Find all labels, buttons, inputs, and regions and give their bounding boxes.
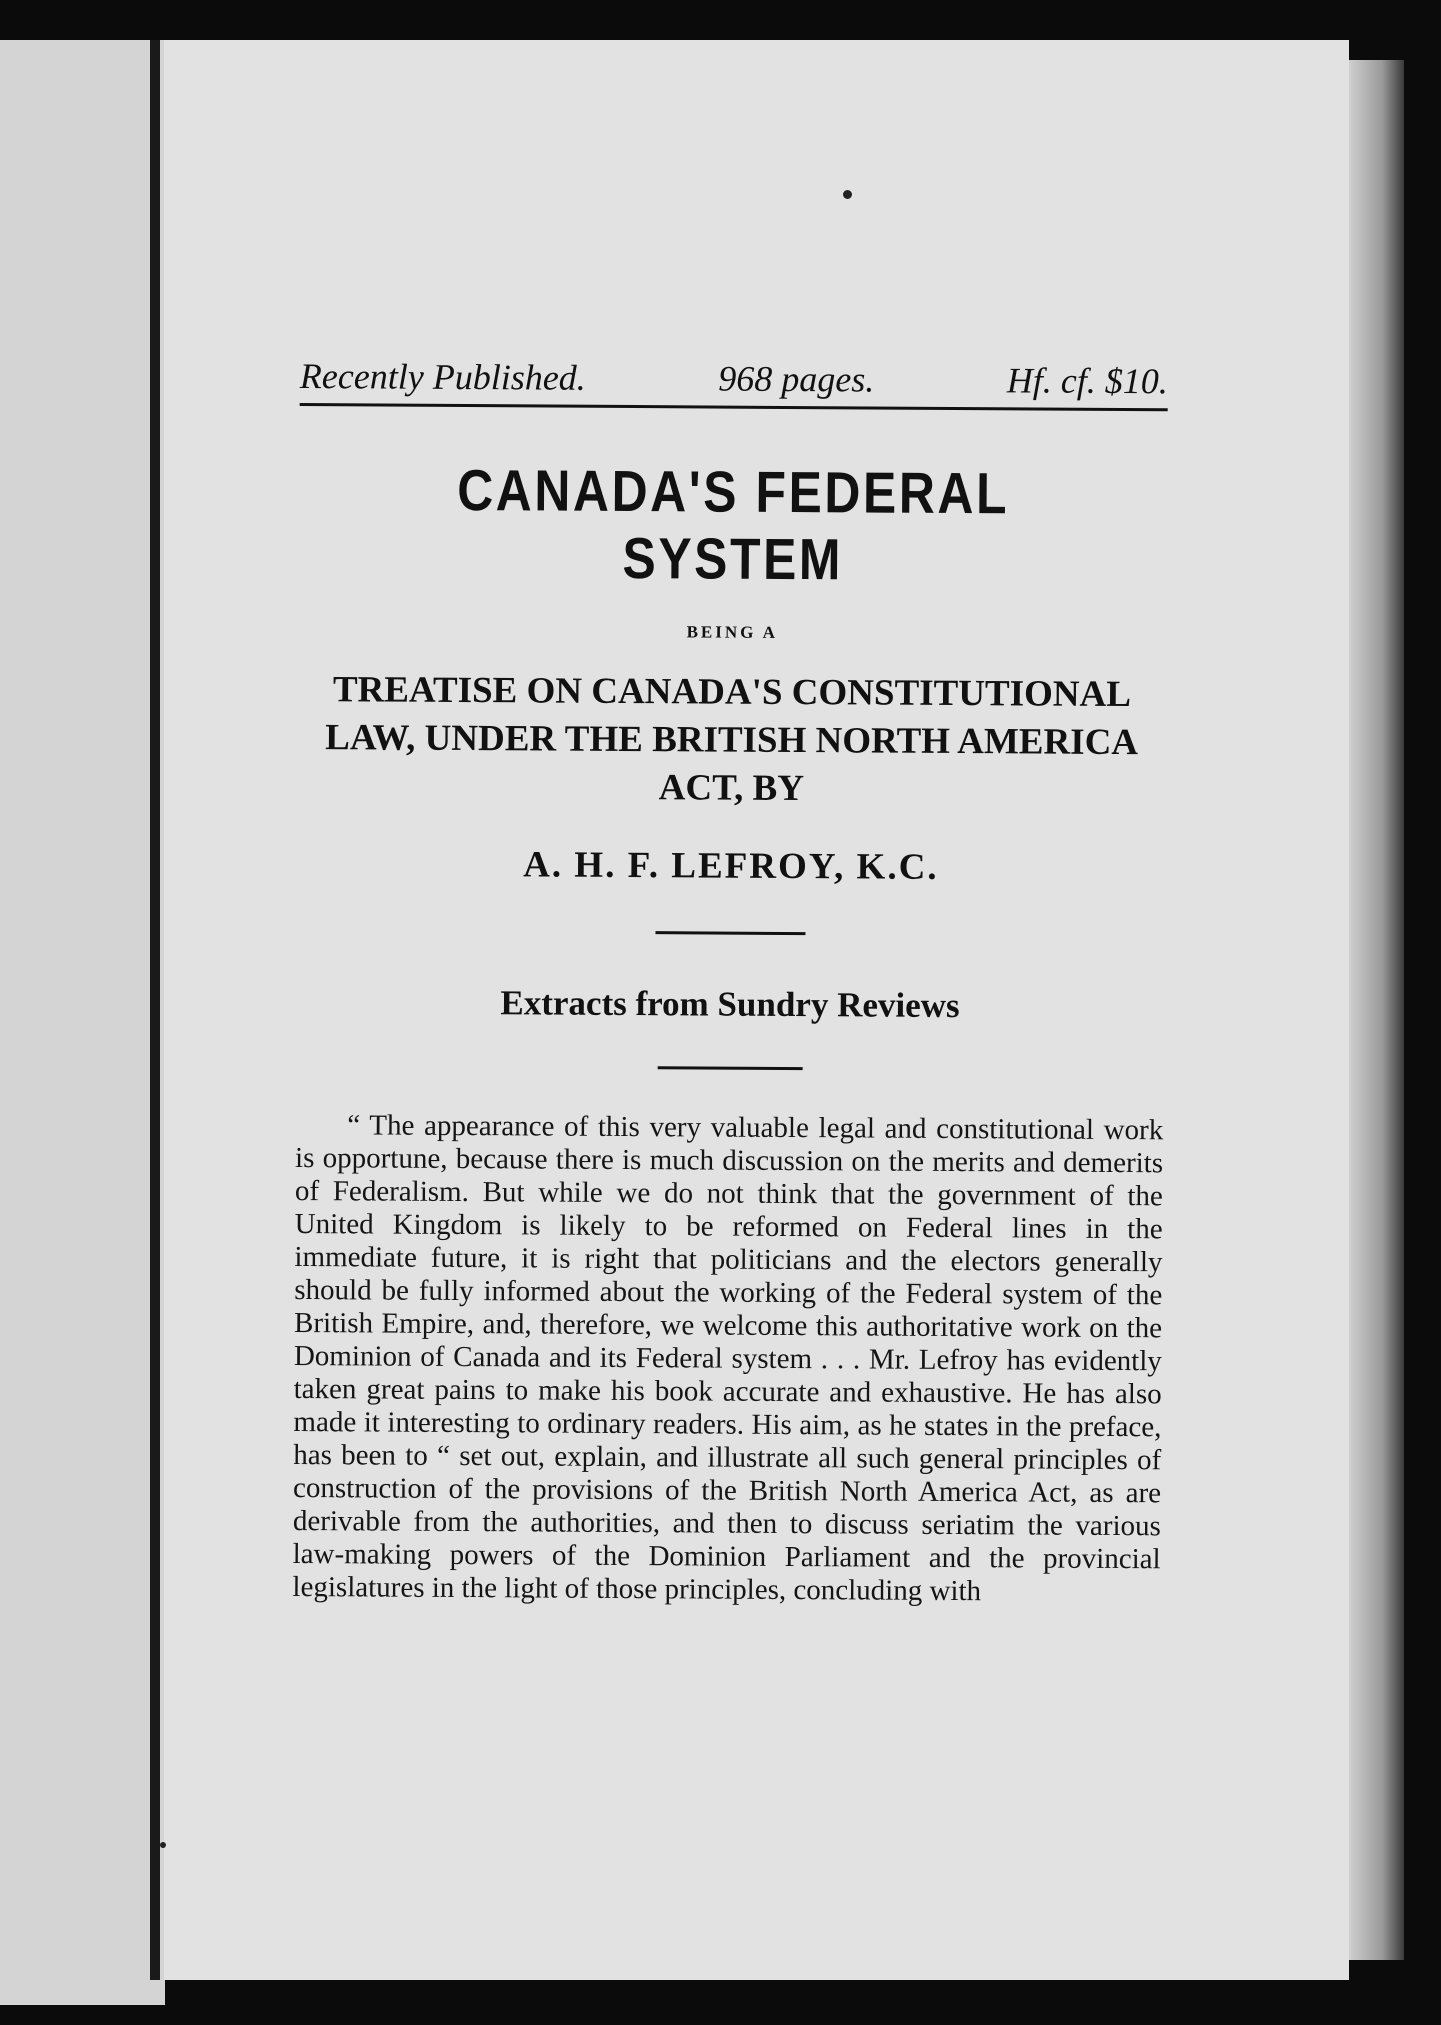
ink-speck — [160, 1842, 166, 1848]
author-name: A. H. F. LEFROY, K.C. — [523, 844, 939, 888]
book-subtitle: TREATISE ON CANADA'S CONSTITUTIONAL LAW, UNDER THE BRITISH NORTH AMERICA ACT, BY — [325, 669, 1139, 810]
section-heading: Extracts from Sundry Reviews — [500, 983, 960, 1026]
book-title: CANADA'S FEDERAL SYSTEM — [456, 457, 1010, 593]
ink-speck — [843, 190, 852, 199]
page-count: 968 pages. — [718, 358, 875, 400]
being-a-label: BEING A — [686, 622, 779, 642]
price: Hf. cf. $10. — [1006, 360, 1168, 402]
divider-rule — [655, 931, 805, 935]
publication-line — [300, 355, 1168, 411]
facing-page-edge — [0, 40, 165, 2005]
divider-rule — [657, 1066, 802, 1070]
recently-published-label: Recently Published. — [299, 355, 586, 398]
review-paragraph: “ The appearance of this very valuable legal and constitutional work is opportune, because there is much discussion on the merits and demerits of Federalism. But while we do not think that the government of the United Kingdom is likely to be reformed on Federal lines in the immediate future, it is right that politicians and the electors generally should be fully informed about the working of the Federal system of the British Empire, and, therefore, we welcome this authoritative work on the Dominion of Canada and its Federal system . . . Mr. Lefroy has evidently taken great pains to make his book accurate and exhaustive. He has also made it interesting to ordinary readers. His aim, as he states in the preface, has been to “ set out, explain, and illustrate all such general principles of construction of the provisions of the British North America Act, as are derivable from the authorities, and then to discuss seriatim the various law-making powers of the Dominion Parliament and the provincial legislatures in the light of those principles, concluding with — [292, 1109, 1164, 1608]
advertisement-content — [292, 355, 1168, 1638]
page-gutter — [150, 40, 160, 1980]
page-right-edge — [1349, 60, 1404, 1960]
